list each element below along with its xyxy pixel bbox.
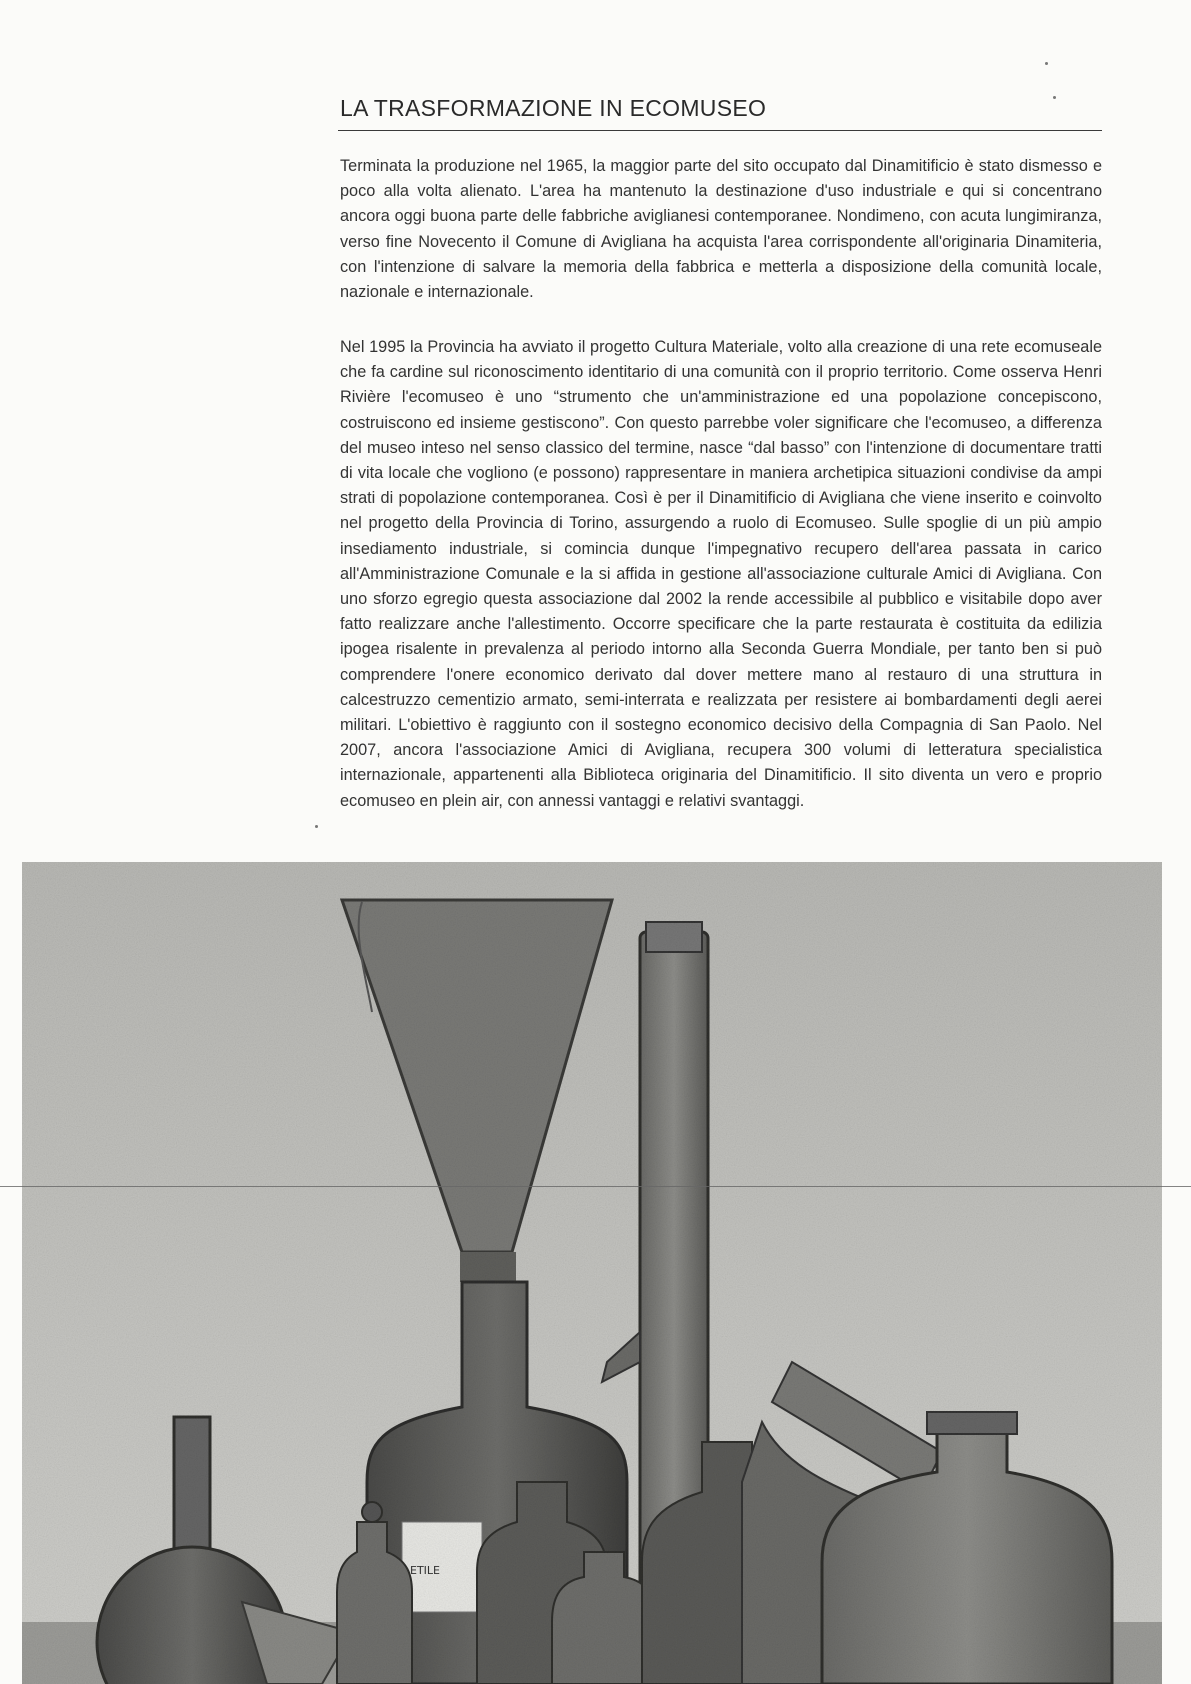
laboratory-glassware-photo bbox=[22, 862, 1162, 1684]
bottle-label-text: ETILE bbox=[410, 1564, 440, 1577]
title-underline bbox=[338, 130, 1102, 131]
scan-speck bbox=[1053, 96, 1056, 99]
scan-speck bbox=[315, 825, 318, 828]
section-title: LA TRASFORMAZIONE IN ECOMUSEO bbox=[340, 95, 767, 121]
paragraph-1: Terminata la produzione nel 1965, la maggior parte del sito occupato dal Dinamitificio è stato dismesso e poco alla volta alienato. L'area ha mantenuto la destinazione d'uso industriale e qui si concentrano ancora oggi buona parte delle fabbriche aviglianesi contemporanee. Nondimeno, con acuta lungimiranza, verso fine Novecento il Comune di Avigliana ha acquista l'area corrispondente all'originaria Dinamiteria, con l'intenzione di salvare la memoria della fabbrica e metterla a disposizione della comunità locale, nazionale e internazionale. bbox=[340, 157, 1102, 302]
paragraph-2: Nel 1995 la Provincia ha avviato il progetto Cultura Materiale, volto alla creazione di una rete ecomuseale che fa cardine sul riconoscimento identitario di una comunità con il proprio territorio. Come osserva Henri Rivière l'ecomuseo è uno “strumento che un'amministrazione ed una popolazione concepiscono, costruiscono ed insieme gestiscono”. Con questo parrebbe voler significare che l'ecomuseo, a differenza del museo inteso nel senso classico del termine, nasce “dal basso” con l'intenzione di documentare tratti di vita locale che vogliono (e possono) rappresentare in maniera archetipica situazioni condivise da ampi strati di popolazione contemporanea. Così è per il Dinamitificio di Avigliana che viene inserito e coinvolto nel progetto della Provincia di Torino, assurgendo a ruolo di Ecomuseo. Sulle spoglie di un più ampio insediamento industriale, si comincia dunque l'impegnativo recupero dell'area passata in carico all'Amministrazione Comunale e la si affida in gestione all'associazione culturale Amici di Avigliana. Con uno sforzo egregio questa associazione dal 2002 la rende accessibile al pubblico e visitabile dopo aver fatto realizzare anche l'allestimento. Occorre specificare che la parte restaurata è costituita da edilizia ipogea risalente in prevalenza al periodo intorno alla Seconda Guerra Mondiale, per tanto ben si può comprendere l'onere economico derivato dal dover mettere mano al restauro di una struttura in calcestruzzo cementizio armato, semi-interrata e realizzata per resistere ai bombardamenti degli aerei militari. L'obiettivo è raggiunto con il sostegno economico decisivo della Compagnia di San Paolo. Nel 2007, ancora l'associazione Amici di Avigliana, recupera 300 volumi di letteratura specialistica internazionale, appartenenti alla Biblioteca originaria del Dinamitificio. Il sito diventa un vero e proprio ecomuseo en plein air, con annessi vantaggi e relativi svantaggi. bbox=[340, 338, 1102, 810]
scan-fold-line bbox=[0, 1186, 1191, 1187]
scan-speck bbox=[1045, 62, 1048, 65]
